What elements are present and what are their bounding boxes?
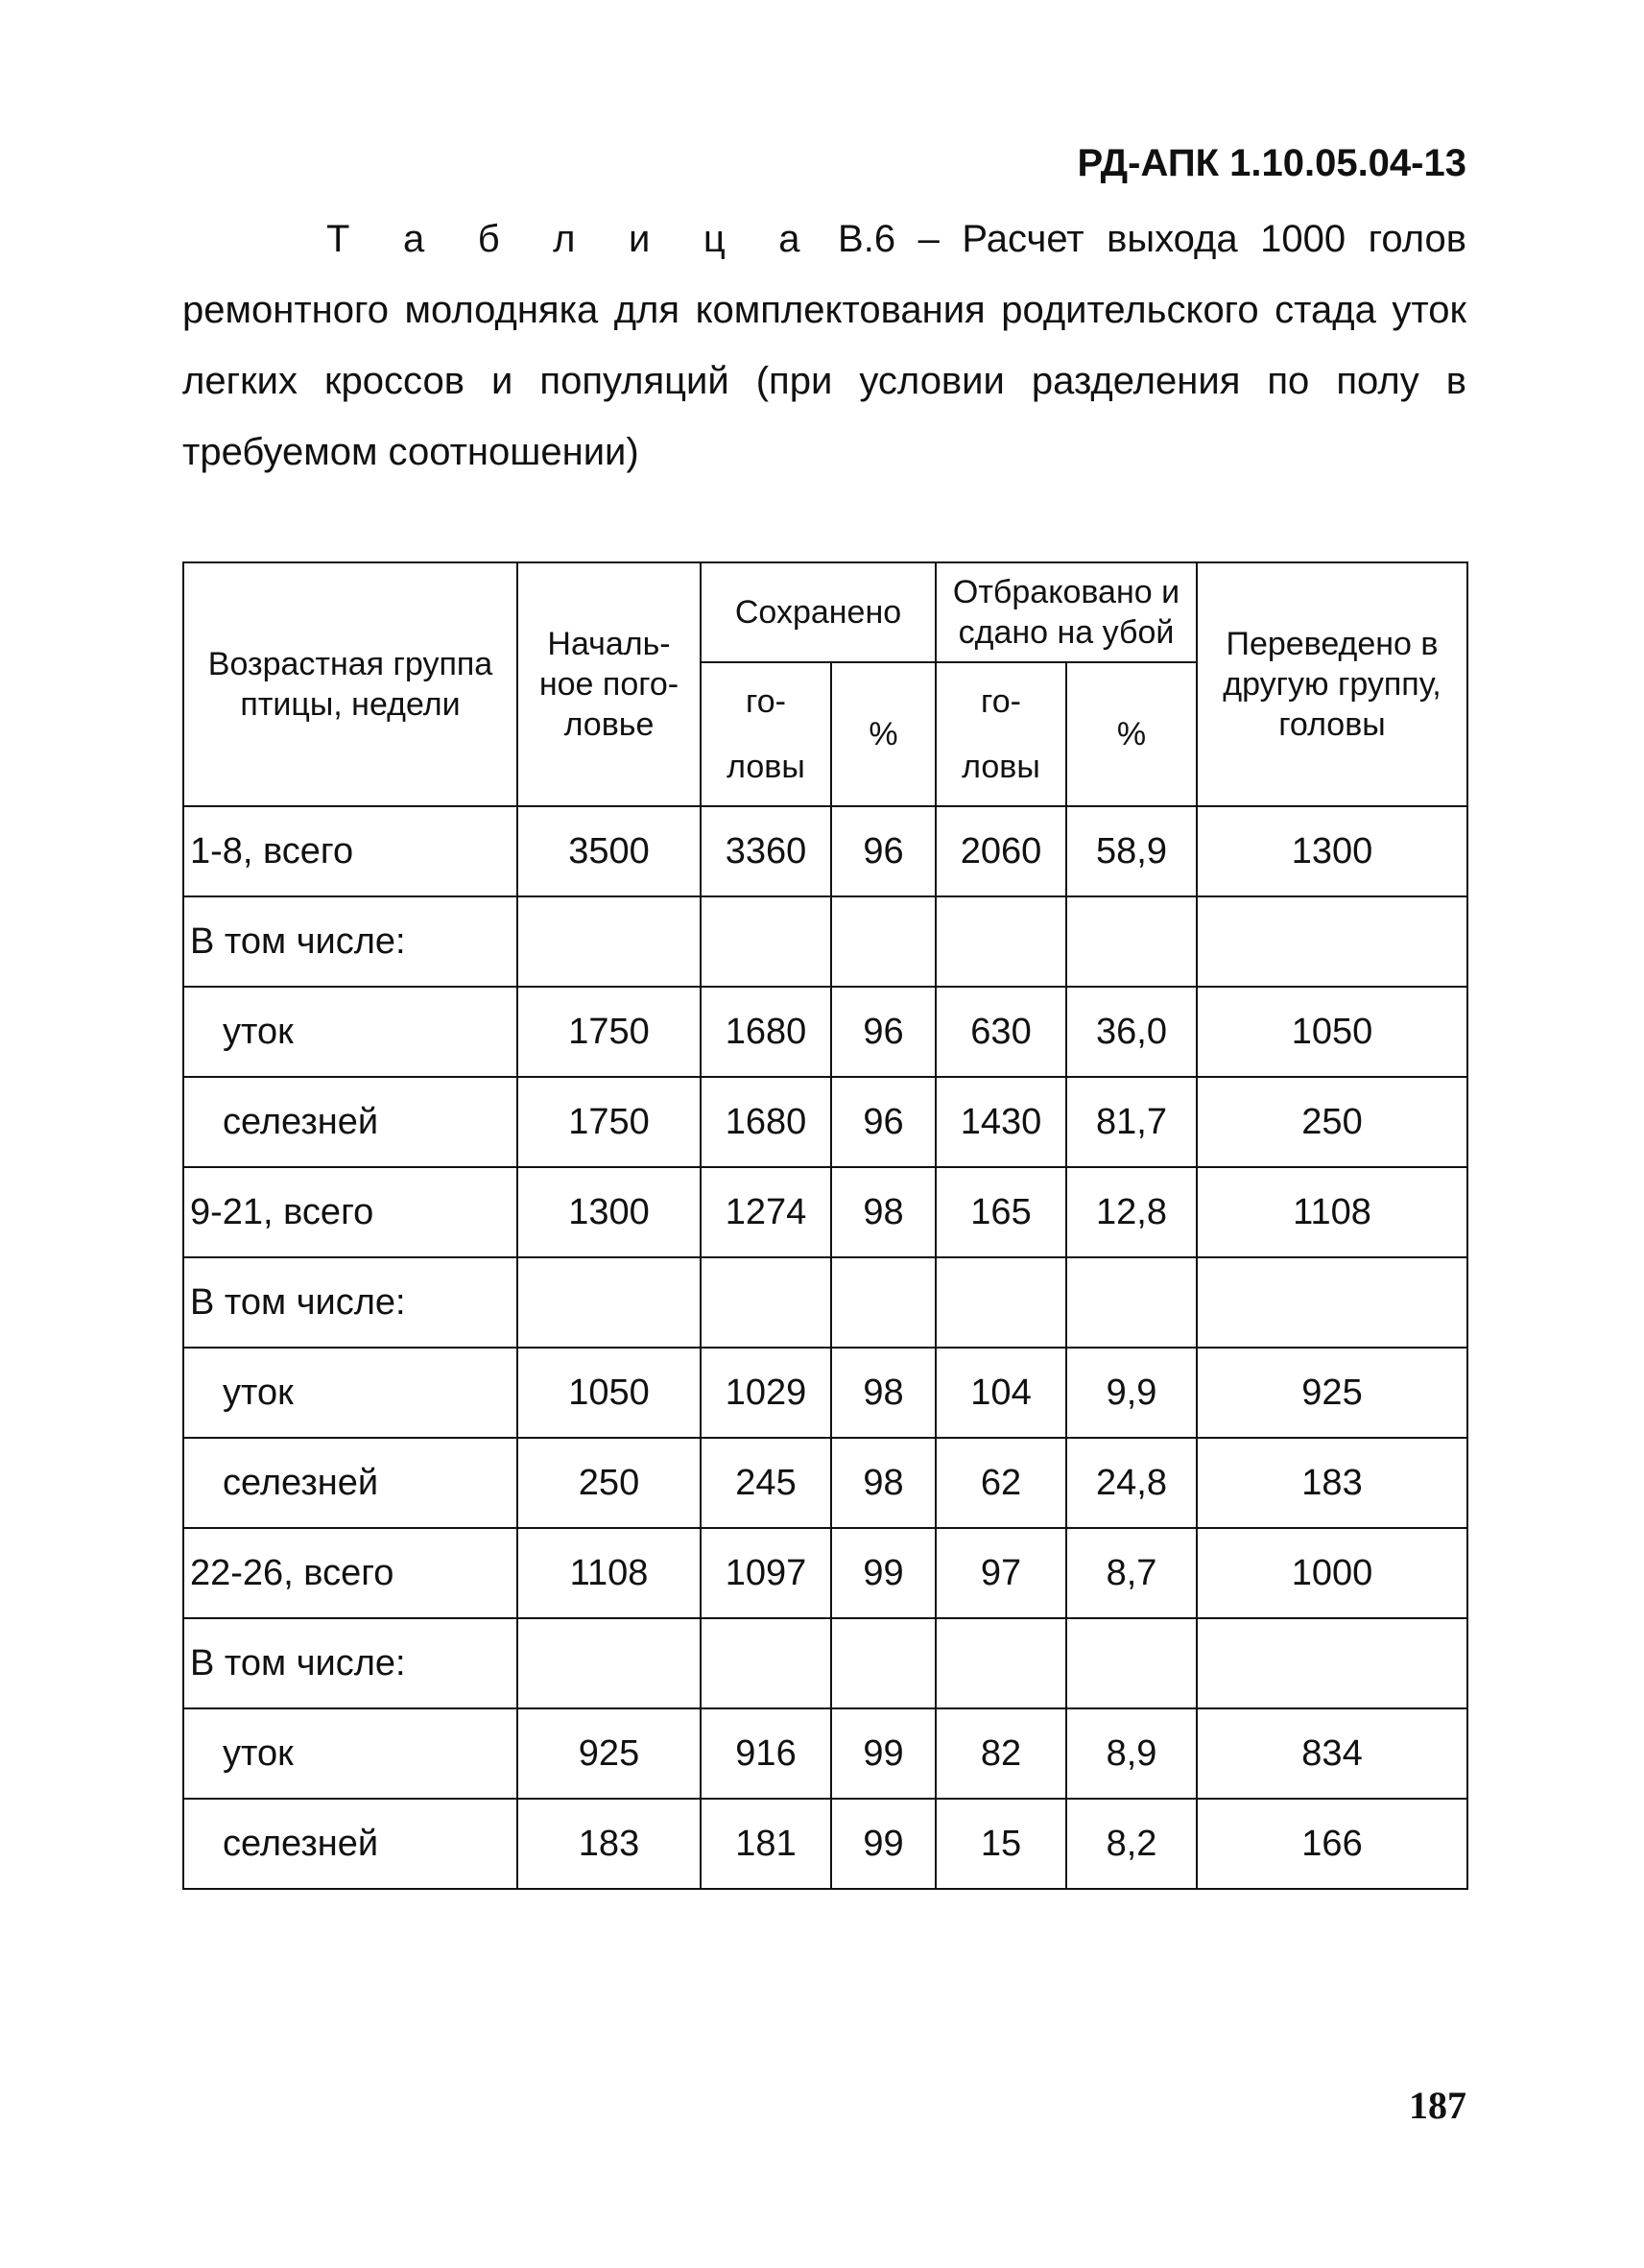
cell-transferred (1197, 896, 1467, 987)
cell-initial: 3500 (517, 806, 701, 896)
cell-initial: 1750 (517, 1077, 701, 1167)
cell-initial: 183 (517, 1799, 701, 1889)
cell-saved-heads: 3360 (701, 806, 831, 896)
cell-initial: 1108 (517, 1528, 701, 1618)
cell-culled-percent: 8,2 (1066, 1799, 1197, 1889)
document-code: РД-АПК 1.10.05.04-13 (1077, 142, 1466, 184)
cell-culled-heads: 82 (936, 1708, 1066, 1799)
header-initial (517, 562, 701, 806)
cell-saved-heads (701, 896, 831, 987)
cell-culled-percent (1066, 896, 1197, 987)
row-label: В том числе: (183, 896, 517, 987)
table-row (183, 806, 1467, 896)
cell-culled-heads (936, 1257, 1066, 1348)
cell-transferred: 166 (1197, 1799, 1467, 1889)
row-label: В том числе: (183, 1257, 517, 1348)
cell-saved-percent (831, 1257, 936, 1348)
cell-transferred: 1108 (1197, 1167, 1467, 1257)
table-row (183, 1528, 1467, 1618)
cell-saved-heads: 181 (701, 1799, 831, 1889)
cell-saved-percent: 96 (831, 1077, 936, 1167)
header-age-group: Возрастная группа птицы, недели (183, 562, 517, 806)
header-initial-line1: Началь- (547, 626, 671, 662)
cell-saved-heads: 916 (701, 1708, 831, 1799)
header-saved-heads-line2: ловы (727, 749, 805, 785)
cell-transferred: 1300 (1197, 806, 1467, 896)
cell-initial: 1750 (517, 987, 701, 1077)
cell-saved-heads: 1097 (701, 1528, 831, 1618)
header-saved: Сохранено (701, 562, 936, 662)
table-caption (182, 203, 1466, 488)
cell-culled-heads: 1430 (936, 1077, 1066, 1167)
header-saved-percent: % (831, 662, 936, 806)
header-culled-heads-line1: го- (981, 683, 1021, 720)
table-row (183, 1708, 1467, 1799)
cell-culled-percent: 9,9 (1066, 1348, 1197, 1438)
cell-saved-percent: 99 (831, 1708, 936, 1799)
cell-saved-heads (701, 1257, 831, 1348)
table-row (183, 987, 1467, 1077)
row-label: уток (183, 1708, 517, 1799)
table-row (183, 1799, 1467, 1889)
cell-culled-percent: 81,7 (1066, 1077, 1197, 1167)
header-culled-heads-line2: ловы (962, 749, 1040, 785)
cell-initial (517, 1618, 701, 1708)
cell-saved-percent: 96 (831, 987, 936, 1077)
cell-initial: 250 (517, 1438, 701, 1528)
cell-saved-percent: 99 (831, 1799, 936, 1889)
cell-culled-heads: 165 (936, 1167, 1066, 1257)
header-culled-percent: % (1066, 662, 1197, 806)
cell-transferred: 250 (1197, 1077, 1467, 1167)
row-label: 22-26, всего (183, 1528, 517, 1618)
cell-saved-heads: 245 (701, 1438, 831, 1528)
row-label: 1-8, всего (183, 806, 517, 896)
cell-transferred: 1000 (1197, 1528, 1467, 1618)
cell-saved-percent: 96 (831, 806, 936, 896)
header-row-top (183, 562, 1467, 662)
cell-culled-percent: 12,8 (1066, 1167, 1197, 1257)
cell-transferred: 183 (1197, 1438, 1467, 1528)
cell-culled-heads: 104 (936, 1348, 1066, 1438)
cell-saved-heads (701, 1618, 831, 1708)
caption-text: В.6 – Расчет выхода 1000 голов ремонтного молодняка для комплектования родительского стада уток легких кроссов и популяций (при условии разделения по полу в требуемом соотношении) (182, 218, 1466, 473)
cell-saved-heads: 1274 (701, 1167, 831, 1257)
table-row (183, 1348, 1467, 1438)
cell-initial: 1050 (517, 1348, 701, 1438)
table-row (183, 1438, 1467, 1528)
caption-label: Т а б л и ц а (326, 218, 816, 260)
table-row (183, 1257, 1467, 1348)
cell-transferred: 925 (1197, 1348, 1467, 1438)
cell-saved-percent: 98 (831, 1438, 936, 1528)
row-label: селезней (183, 1438, 517, 1528)
cell-culled-heads (936, 1618, 1066, 1708)
cell-saved-percent (831, 1618, 936, 1708)
header-transferred: Переведено в другую группу, головы (1197, 562, 1467, 806)
cell-transferred: 834 (1197, 1708, 1467, 1799)
cell-initial: 925 (517, 1708, 701, 1799)
cell-culled-percent: 8,9 (1066, 1708, 1197, 1799)
data-table (182, 561, 1468, 1890)
cell-culled-percent: 36,0 (1066, 987, 1197, 1077)
cell-saved-percent: 99 (831, 1528, 936, 1618)
row-label: селезней (183, 1799, 517, 1889)
table-row (183, 896, 1467, 987)
cell-transferred (1197, 1257, 1467, 1348)
cell-saved-percent (831, 896, 936, 987)
cell-culled-percent: 8,7 (1066, 1528, 1197, 1618)
header-saved-heads (701, 662, 831, 806)
cell-culled-percent (1066, 1618, 1197, 1708)
cell-saved-percent: 98 (831, 1167, 936, 1257)
table-row (183, 1618, 1467, 1708)
cell-culled-heads: 630 (936, 987, 1066, 1077)
page-number: 187 (1409, 2084, 1466, 2127)
cell-transferred (1197, 1618, 1467, 1708)
row-label: уток (183, 1348, 517, 1438)
header-culled-heads (936, 662, 1066, 806)
cell-saved-heads: 1680 (701, 1077, 831, 1167)
cell-transferred: 1050 (1197, 987, 1467, 1077)
cell-culled-heads (936, 896, 1066, 987)
cell-culled-percent (1066, 1257, 1197, 1348)
table-row (183, 1167, 1467, 1257)
row-label: селезней (183, 1077, 517, 1167)
cell-saved-percent: 98 (831, 1348, 936, 1438)
cell-saved-heads: 1029 (701, 1348, 831, 1438)
cell-initial (517, 896, 701, 987)
row-label: уток (183, 987, 517, 1077)
row-label: В том числе: (183, 1618, 517, 1708)
cell-culled-heads: 97 (936, 1528, 1066, 1618)
cell-culled-heads: 62 (936, 1438, 1066, 1528)
cell-initial (517, 1257, 701, 1348)
row-label: 9-21, всего (183, 1167, 517, 1257)
cell-culled-percent: 24,8 (1066, 1438, 1197, 1528)
cell-saved-heads: 1680 (701, 987, 831, 1077)
cell-culled-heads: 2060 (936, 806, 1066, 896)
header-initial-line3: ловье (563, 706, 655, 743)
header-culled: Отбраковано и сдано на убой (936, 562, 1197, 662)
cell-culled-heads: 15 (936, 1799, 1066, 1889)
cell-initial: 1300 (517, 1167, 701, 1257)
table-row (183, 1077, 1467, 1167)
header-initial-line2: ное пого- (538, 666, 679, 703)
cell-culled-percent: 58,9 (1066, 806, 1197, 896)
header-saved-heads-line1: го- (746, 683, 786, 720)
